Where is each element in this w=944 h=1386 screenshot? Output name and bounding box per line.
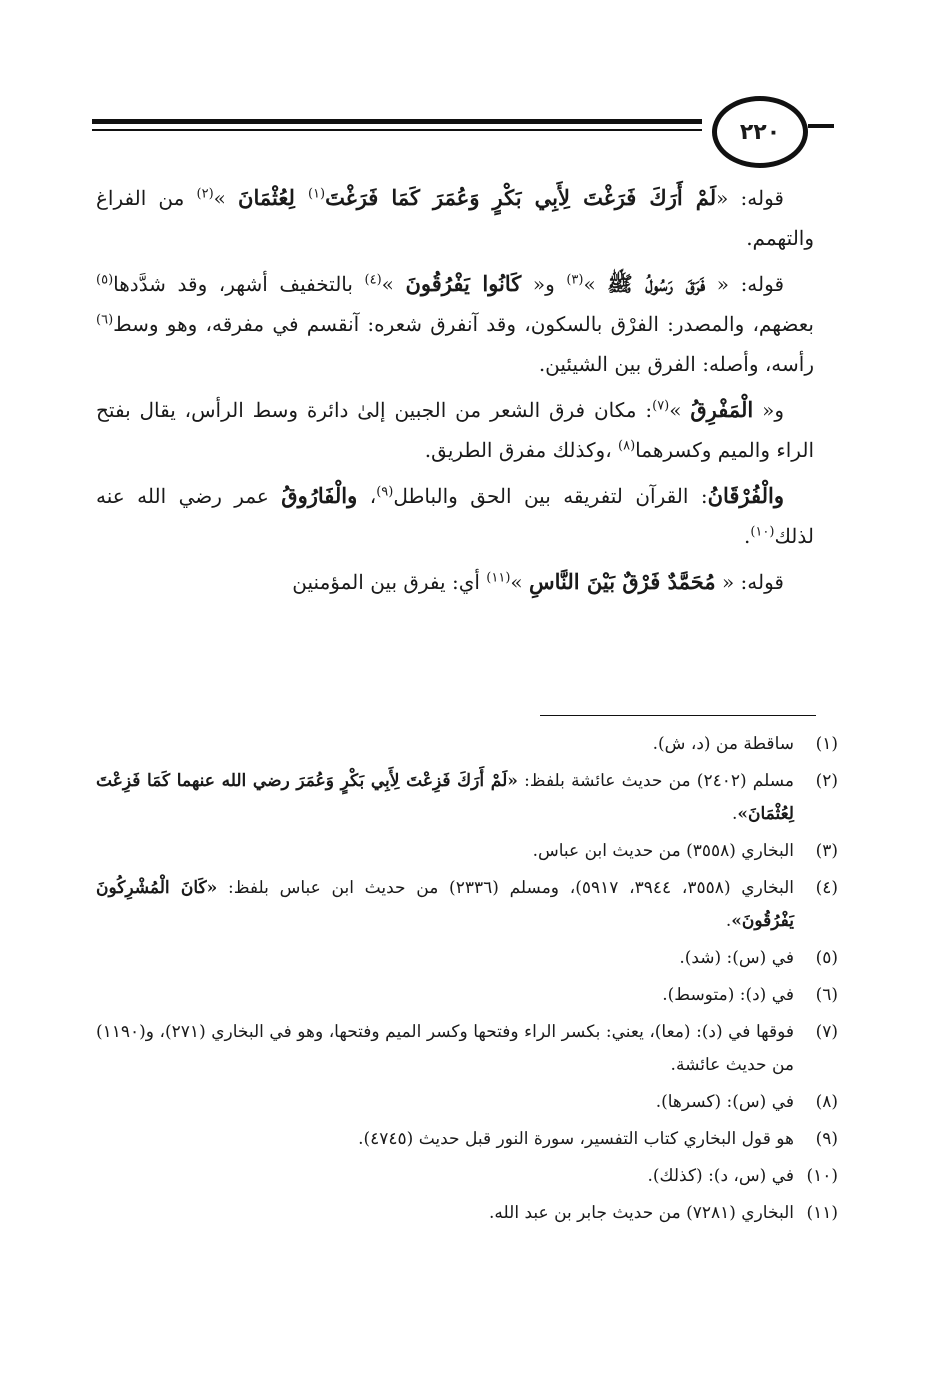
footnote-text: البخاري (٣٥٥٨، ٣٩٤٤، ٥٩١٧)، ومسلم (٢٣٣٦) من حديث ابن عباس بلفظ: «كَانَ الْمُشْرِكُونَ يَفْرُقُونَ». [96,878,795,931]
footnote-text: في (س، د): (كذلك). [647,1166,794,1186]
header-rule-thin [92,129,702,131]
term-heading: الْمَفْرِقُ [690,397,754,422]
footnote-item [96,1160,838,1193]
footnote-item [96,1016,838,1082]
footnote-number: (٧) [815,1022,838,1042]
footnote-ref[interactable]: (١) [307,186,326,202]
footnote-number: (٥) [815,948,838,968]
footnote-ref[interactable]: (٦) [96,312,114,328]
footnote-text: مسلم (٢٤٠٢) من حديث عائشة بلفظ: «لَمْ أَرَكَ فَزِعْتَ لِأَبِي بَكْرٍ وَعُمَرَ رضي الله عنهما كَمَا فَزِعْتَ لِعُثْمَانَ». [96,771,794,824]
footnote-item [96,1123,838,1156]
page-number-badge [712,96,808,168]
footnote-item [96,835,838,868]
footnote-item [96,942,838,975]
footnote-ref[interactable]: (٣) [566,272,584,288]
footnote-number: (٩) [815,1129,838,1149]
paragraph-4: والْفُرْقَانُ: القرآن لتفريقه بين الحق والباطل$^{(٩)}$، والْفَارُوقُ عمر رضي الله عنه لذلك$^{(١٠)}$. [96,483,814,548]
footnote-number: (١٠) [806,1166,838,1186]
footnote-ref[interactable]: (١١) [486,570,511,586]
footnote-number: (٦) [815,985,838,1005]
hadith-quote: لَمْ أَرَكَ فَرَغْتَ لِأَبِي بَكْرٍ وَعُمَرَ كَمَا فَرَغْتَ [325,185,717,210]
footnote-ref[interactable]: (٢) [196,186,214,202]
footnote-item [96,872,838,938]
footnote-text: هو قول البخاري كتاب التفسير، سورة النور قبل حديث (٤٧٤٥). [358,1129,794,1149]
paragraph-3: و« الْمَفْرِقُ »$^{(٧)}$: مكان فرق الشعر من الجبين إلىٰ دائرة وسط الرأس، يقال بفتح الراء والميم وكسرهما$^{(٨)}$ ،وكذلك مفرق الطريق. [96,397,814,462]
footnote-item [96,979,838,1012]
footnote-ref[interactable]: (٥) [96,272,114,288]
footnote-text: في (س): (شد). [679,948,794,968]
footnote-text: في (س): (كسرها). [655,1092,794,1112]
hadith-quote: لِعُثْمَانَ [238,185,308,210]
footnote-text: ساقطة من (د، ش). [652,734,794,754]
term-heading: والْفُرْقَانُ [707,483,785,508]
footnotes [96,728,838,1234]
hadith-quote: فَرَقَ رَسُولُ ﷺ [607,271,706,296]
footnote-number: (٤) [815,878,838,898]
paragraph-5: قوله: « مُحَمَّدٌ فَرْقٌ بَيْنَ النَّاسِ »$^{(١١)}$ أي: يفرق بين المؤمنين [292,569,784,594]
paragraph-1: قوله: «لَمْ أَرَكَ فَرَغْتَ لِأَبِي بَكْرٍ وَعُمَرَ كَمَا فَرَغْتَ$^{(١)}$ لِعُثْمَانَ »$^{(٢)}$ من الفراغ والتهمم. [96,185,814,250]
paragraph-2: قوله: « فَرَقَ رَسُولُ ﷺ »$^{(٣)}$ و« كَانُوا يَفْرُقُونَ »$^{(٤)}$ بالتخفيف أشهر، وقد شدَّدها$^{(٥)}$ بعضهم، والمصدر: الفرْق بالسكون، وقد آنفرق شعره: آنقسم في مفرقه، وهو وسط$^{(٦)}$ رأسه، وأصله: الفرق بين الشيئين. [96,271,814,376]
footnote-text: فوقها في (د): (معا)، يعني: بكسر الراء وفتحها وكسر الميم وفتحها، وهو في البخاري (٢٧١)، و(١١٩٠) من حديث عائشة. [96,1022,794,1075]
footnote-quote: «لَمْ أَرَكَ فَزِعْتَ لِأَبِي بَكْرٍ وَعُمَرَ رضي الله عنهما كَمَا فَزِعْتَ لِعُثْمَانَ» [96,771,794,824]
hadith-quote: كَانُوا يَفْرُقُونَ [405,271,522,296]
page-number: ٢٢٠ [739,119,781,145]
footnote-number: (٨) [815,1092,838,1112]
footnote-text: البخاري (٧٢٨١) من حديث جابر بن عبد الله. [489,1203,794,1223]
footnote-quote: «كَانَ الْمُشْرِكُونَ يَفْرُقُونَ» [96,878,794,931]
footnote-ref[interactable]: (٧) [652,398,670,414]
footnote-ref[interactable]: (٤) [364,272,382,288]
footnote-text: البخاري (٣٥٥٨) من حديث ابن عباس. [532,841,794,861]
footnote-separator [540,715,816,716]
header-rule-tail [808,124,834,128]
page-header [92,96,834,168]
footnote-number: (٣) [815,841,838,861]
footnote-number: (١) [815,734,838,754]
footnote-ref[interactable]: (٨) [618,438,636,454]
footnote-ref[interactable]: (٩) [376,484,394,500]
hadith-quote: مُحَمَّدٌ فَرْقٌ بَيْنَ النَّاسِ [529,569,716,594]
footnote-number: (٢) [815,771,838,791]
footnote-item [96,765,838,831]
footnote-number: (١١) [806,1203,838,1223]
footnote-ref[interactable]: (١٠) [750,524,775,540]
footnote-text: في (د): (متوسط). [662,985,794,1005]
footnote-item [96,1086,838,1119]
footnote-item [96,1197,838,1230]
header-rule-thick [92,119,702,124]
footnote-item [96,728,838,761]
main-text [96,178,814,608]
term-heading: والْفَارُوقُ [281,483,358,508]
